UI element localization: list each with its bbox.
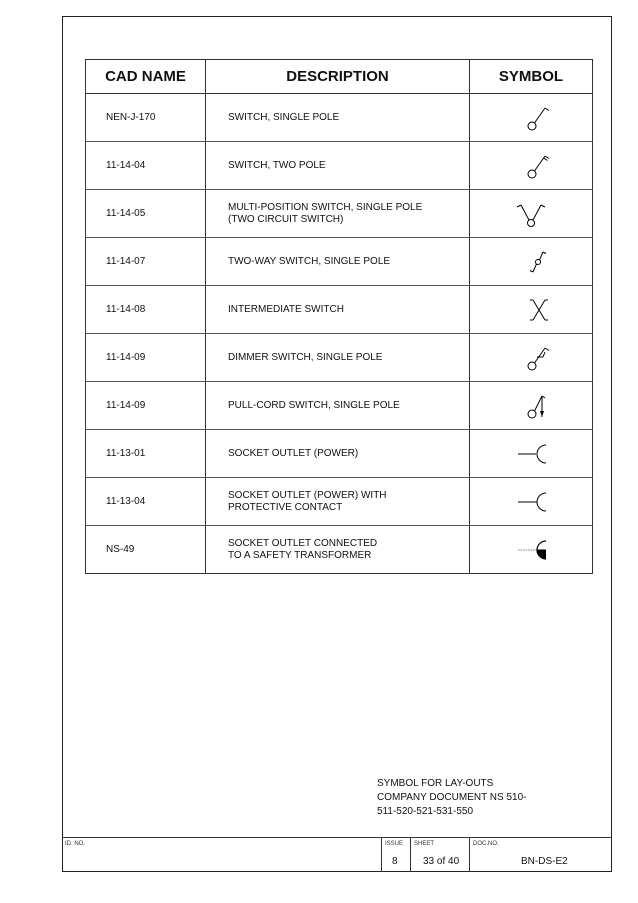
table-row xyxy=(86,334,593,382)
switch-two-pole-icon xyxy=(524,151,554,181)
title-block-separator xyxy=(381,837,382,872)
table-row xyxy=(86,142,593,190)
cad-name-cell: 11-14-09 xyxy=(86,382,206,430)
symbol-cell xyxy=(470,142,593,190)
table-row xyxy=(86,190,593,238)
socket-outlet-transformer-icon xyxy=(516,535,556,565)
issue-label: ISSUE xyxy=(385,841,404,847)
header-description: DESCRIPTION xyxy=(206,60,470,94)
symbol-cell xyxy=(470,526,593,574)
title-block-separator xyxy=(410,837,411,872)
description-line-1: SOCKET OUTLET (POWER) xyxy=(228,447,359,459)
title-block-separator xyxy=(469,837,470,872)
note-line-2: COMPANY DOCUMENT NS 510- xyxy=(377,792,527,803)
symbol-cell xyxy=(470,478,593,526)
note-line-1: SYMBOL FOR LAY-OUTS xyxy=(377,778,494,789)
description-cell xyxy=(206,478,470,526)
description-cell xyxy=(206,190,470,238)
cad-name-cell: 11-13-04 xyxy=(86,478,206,526)
dimmer-switch-icon xyxy=(524,343,554,373)
intermediate-switch-icon xyxy=(524,295,554,325)
description-line-1: SWITCH, SINGLE POLE xyxy=(228,111,340,123)
sheet-label: SHEET xyxy=(414,841,435,847)
symbol-cell xyxy=(470,430,593,478)
description-cell xyxy=(206,334,470,382)
symbol-cell xyxy=(470,382,593,430)
cad-name-cell: 11-14-08 xyxy=(86,286,206,334)
symbol-cell xyxy=(470,286,593,334)
symbol-cell xyxy=(470,334,593,382)
sheet-value: 33 of 40 xyxy=(423,856,460,867)
table-row xyxy=(86,430,593,478)
description-cell xyxy=(206,94,470,142)
description-line-2: (TWO CIRCUIT SWITCH) xyxy=(228,213,344,225)
table-row xyxy=(86,382,593,430)
description-line-2: TO A SAFETY TRANSFORMER xyxy=(228,549,372,561)
doc-no-value: BN-DS-E2 xyxy=(521,856,568,867)
table-row xyxy=(86,478,593,526)
description-line-1: PULL-CORD SWITCH, SINGLE POLE xyxy=(228,399,400,411)
cad-name-cell: 11-14-05 xyxy=(86,190,206,238)
symbol-cell xyxy=(470,238,593,286)
socket-outlet-protective-icon xyxy=(516,487,556,517)
description-cell xyxy=(206,526,470,574)
description-line-1: MULTI-POSITION SWITCH, SINGLE POLE xyxy=(228,201,423,213)
symbol-cell xyxy=(470,94,593,142)
description-cell xyxy=(206,142,470,190)
cad-name-cell: 11-14-04 xyxy=(86,142,206,190)
symbol-table xyxy=(85,59,593,574)
doc-no-label: DOC.NO. xyxy=(473,841,499,847)
table-row xyxy=(86,526,593,574)
note-line-3: 511-520-521-531-550 xyxy=(377,806,474,817)
title-block-divider xyxy=(62,837,612,838)
table-header-row xyxy=(86,60,593,94)
header-symbol: SYMBOL xyxy=(470,60,593,94)
cad-name-cell: 11-14-09 xyxy=(86,334,206,382)
description-line-1: SOCKET OUTLET CONNECTED xyxy=(228,537,378,549)
header-cad-name: CAD NAME xyxy=(86,60,206,94)
description-cell xyxy=(206,238,470,286)
description-cell xyxy=(206,286,470,334)
table-row xyxy=(86,286,593,334)
table-row xyxy=(86,94,593,142)
symbol-cell xyxy=(470,190,593,238)
id-no-label: ID. NO. xyxy=(65,841,86,847)
socket-outlet-icon xyxy=(516,439,556,469)
cad-name-cell: 11-14-07 xyxy=(86,238,206,286)
description-line-2: PROTECTIVE CONTACT xyxy=(228,501,343,513)
document-note xyxy=(377,777,577,819)
cad-name-cell: 11-13-01 xyxy=(86,430,206,478)
description-line-1: SOCKET OUTLET (POWER) WITH xyxy=(228,489,387,501)
switch-single-pole-icon xyxy=(524,103,554,133)
description-cell xyxy=(206,382,470,430)
cad-name-cell: NEN-J-170 xyxy=(86,94,206,142)
multi-position-switch-icon xyxy=(516,199,546,229)
description-line-1: SWITCH, TWO POLE xyxy=(228,159,326,171)
description-line-1: DIMMER SWITCH, SINGLE POLE xyxy=(228,351,383,363)
two-way-switch-icon xyxy=(524,247,554,277)
description-line-1: INTERMEDIATE SWITCH xyxy=(228,303,344,315)
pull-cord-switch-icon xyxy=(524,391,554,421)
table-row xyxy=(86,238,593,286)
description-line-1: TWO-WAY SWITCH, SINGLE POLE xyxy=(228,255,391,267)
cad-name-cell: NS-49 xyxy=(86,526,206,574)
description-cell xyxy=(206,430,470,478)
issue-value: 8 xyxy=(392,856,398,867)
